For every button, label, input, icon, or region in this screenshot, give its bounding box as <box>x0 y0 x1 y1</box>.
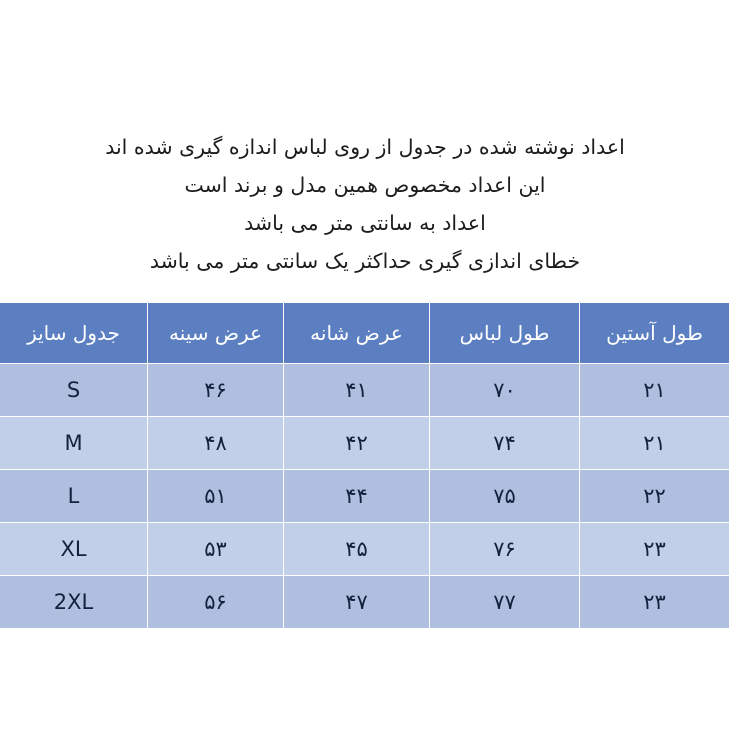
cell-chest-width: ۴۸ <box>148 417 284 470</box>
column-header-chest-width: عرض سینه <box>148 303 284 364</box>
note-line-2: این اعداد مخصوص همین مدل و برند است <box>184 173 546 197</box>
cell-size: M <box>0 417 148 470</box>
cell-chest-width: ۴۶ <box>148 364 284 417</box>
table-row <box>0 417 730 470</box>
cell-shoulder-width: ۴۷ <box>284 576 430 629</box>
table-row <box>0 364 730 417</box>
cell-sleeve-length: ۲۳ <box>580 576 730 629</box>
cell-sleeve-length: ۲۲ <box>580 470 730 523</box>
cell-size: L <box>0 470 148 523</box>
table-row <box>0 470 730 523</box>
cell-chest-width: ۵۶ <box>148 576 284 629</box>
cell-garment-length: ۷۵ <box>430 470 580 523</box>
cell-size: S <box>0 364 148 417</box>
cell-shoulder-width: ۴۱ <box>284 364 430 417</box>
cell-sleeve-length: ۲۱ <box>580 364 730 417</box>
cell-garment-length: ۷۶ <box>430 523 580 576</box>
cell-garment-length: ۷۴ <box>430 417 580 470</box>
cell-size: XL <box>0 523 148 576</box>
cell-shoulder-width: ۴۴ <box>284 470 430 523</box>
column-header-shoulder-width: عرض شانه <box>284 303 430 364</box>
notes-block <box>0 0 730 280</box>
table-row <box>0 523 730 576</box>
column-header-garment-length: طول لباس <box>430 303 580 364</box>
note-line-1: اعداد نوشته شده در جدول از روی لباس اندازه گیری شده اند <box>105 135 625 159</box>
note-line-3: اعداد به سانتی متر می باشد <box>244 211 486 235</box>
note-line-4: خطای اندازی گیری حداکثر یک سانتی متر می باشد <box>149 249 581 273</box>
cell-shoulder-width: ۴۲ <box>284 417 430 470</box>
cell-size: 2XL <box>0 576 148 629</box>
cell-garment-length: ۷۰ <box>430 364 580 417</box>
cell-sleeve-length: ۲۳ <box>580 523 730 576</box>
cell-shoulder-width: ۴۵ <box>284 523 430 576</box>
table-header <box>0 303 730 364</box>
size-table <box>0 302 730 629</box>
table-row <box>0 576 730 629</box>
table-body <box>0 364 730 629</box>
size-table-wrapper <box>0 302 730 629</box>
cell-chest-width: ۵۱ <box>148 470 284 523</box>
cell-sleeve-length: ۲۱ <box>580 417 730 470</box>
table-header-row <box>0 303 730 364</box>
cell-garment-length: ۷۷ <box>430 576 580 629</box>
cell-chest-width: ۵۳ <box>148 523 284 576</box>
column-header-sleeve-length: طول آستین <box>580 303 730 364</box>
column-header-size: جدول سایز <box>0 303 148 364</box>
